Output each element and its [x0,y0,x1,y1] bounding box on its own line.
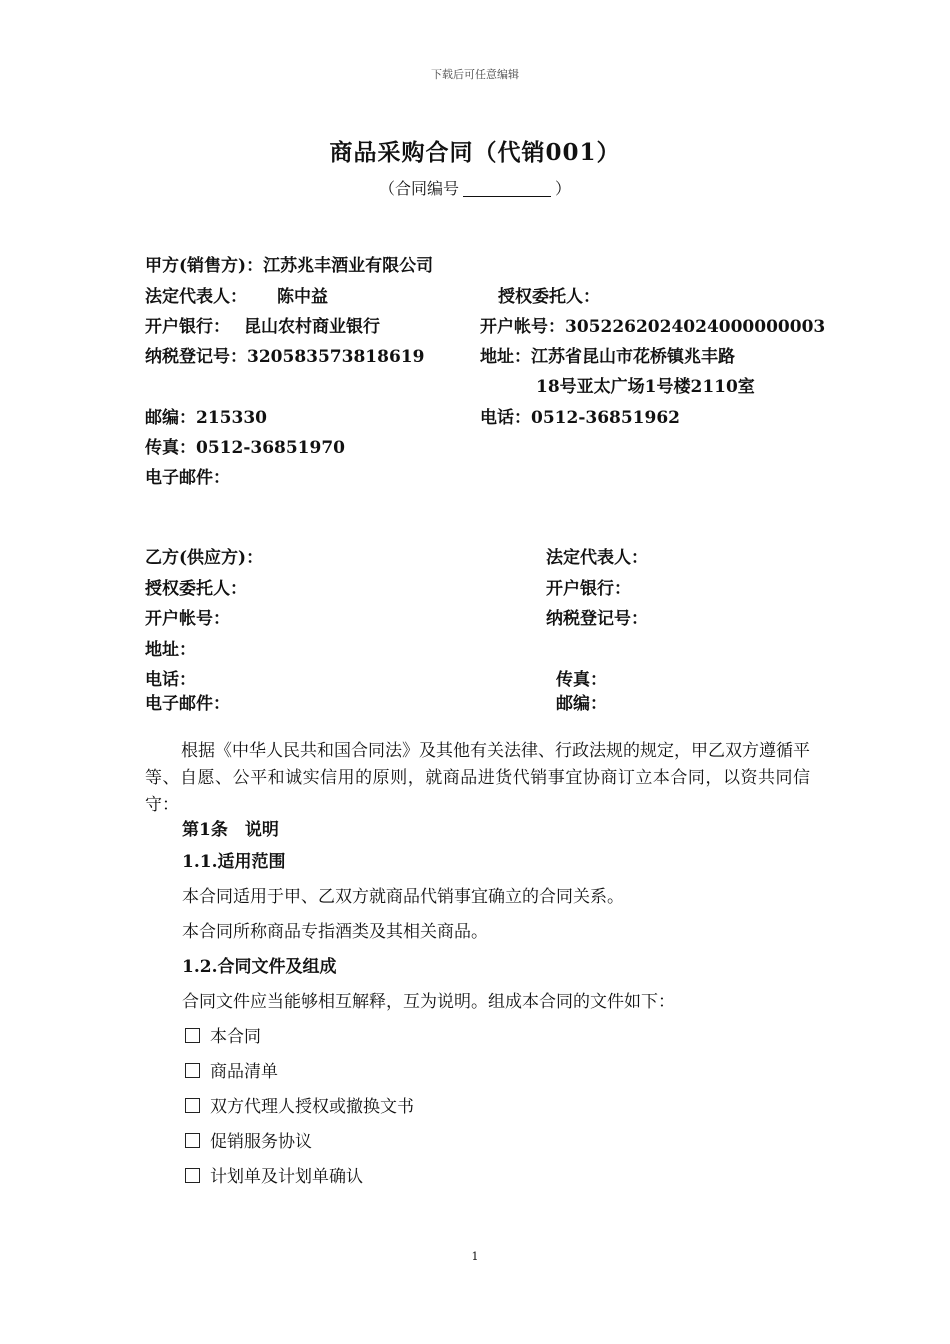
party-a-fax-label: 传真： [145,438,196,458]
party-a-account-label: 开户帐号： [480,317,565,337]
party-a-phone-value: 0512-36851962 [531,408,680,428]
checkbox-icon[interactable] [185,1168,200,1183]
document-item-label: 本合同 [210,1027,261,1047]
party-a-tax-value: 320583573818619 [247,347,425,367]
party-b-name-label: 乙方(供应方)： [145,548,264,568]
checkbox-icon[interactable] [185,1028,200,1043]
party-a-phone-row [480,403,680,428]
party-a-name-row [145,251,433,276]
article-1-heading: 第1条 说明 [182,820,279,840]
section-1-2-heading: 1.2.合同文件及组成 [182,957,337,977]
party-a-agent-label: 授权委托人： [498,287,600,307]
party-b-bank-label: 开户银行： [546,579,631,599]
party-a-bank-label: 开户银行： [145,317,230,337]
party-b-email-label: 电子邮件： [145,694,230,714]
contract-number-suffix: ） [555,179,572,198]
party-a-email-label: 电子邮件： [145,468,230,488]
party-a-fax-row [145,433,345,458]
party-a-address-line2: 18号亚太广场1号楼2110室 [536,377,755,397]
party-a-postcode-row [145,403,267,428]
party-a-tax-row [145,342,424,367]
section-1-1-paragraph-1: 本合同适用于甲、乙双方就商品代销事宜确立的合同关系。 [182,887,624,907]
document-list-item [185,1022,261,1047]
party-a-name-value: 江苏兆丰酒业有限公司 [263,256,434,276]
checkbox-icon[interactable] [185,1098,200,1113]
party-b-account-label: 开户帐号： [145,609,230,629]
party-a-postcode-label: 邮编： [145,408,196,428]
checkbox-icon[interactable] [185,1133,200,1148]
party-a-fax-value: 0512-36851970 [196,438,345,458]
party-b-fax-label: 传真： [556,670,607,690]
party-b-rep-label: 法定代表人： [546,548,648,568]
contract-number-line [0,176,950,199]
party-a-bank-row [145,312,380,337]
party-a-rep-row [145,282,328,307]
checkbox-icon[interactable] [185,1063,200,1078]
party-b-tax-label: 纳税登记号： [546,609,648,629]
section-1-2-paragraph-1: 合同文件应当能够相互解释，互为说明。组成本合同的文件如下： [182,992,675,1012]
party-a-phone-label: 电话： [480,408,531,428]
party-a-name-label: 甲方(销售方)： [145,256,264,276]
document-item-label: 计划单及计划单确认 [210,1167,363,1187]
contract-number-prefix: （合同编号 [378,179,459,198]
section-1-1-paragraph-2: 本合同所称商品专指酒类及其相关商品。 [182,922,488,942]
document-item-label: 商品清单 [210,1062,278,1082]
party-a-account-row [480,312,825,337]
party-b-phone-label: 电话： [145,670,196,690]
party-a-tax-label: 纳税登记号： [145,347,247,367]
document-item-label: 双方代理人授权或撤换文书 [210,1097,414,1117]
document-item-label: 促销服务协议 [210,1132,312,1152]
header-note: 下载后可任意编辑 [431,68,519,81]
party-a-rep-value: 陈中益 [277,287,328,307]
party-a-address-line1: 江苏省昆山市花桥镇兆丰路 [531,347,735,367]
document-list-item [185,1092,414,1117]
document-list-item [185,1127,312,1152]
contract-title: 商品采购合同（代销001） [329,139,621,166]
document-list-item [185,1057,278,1082]
section-1-1-heading: 1.1.适用范围 [182,852,286,872]
page-number: 1 [471,1250,479,1263]
document-list-item [185,1162,363,1187]
intro-paragraph: 根据《中华人民共和国合同法》及其他有关法律、行政法规的规定，甲乙双方遵循平等、自愿、公平和诚实信用的原则，就商品进货代销事宜协商订立本合同，以资共同信守： [145,741,810,815]
party-b-agent-label: 授权委托人： [145,579,247,599]
party-b-address-label: 地址： [145,640,196,660]
party-a-address-row [480,342,735,367]
party-a-address-label: 地址： [480,347,531,367]
party-a-rep-label: 法定代表人： [145,287,247,307]
party-b-postcode-label: 邮编： [556,694,607,714]
contract-number-blank [463,180,551,197]
party-a-postcode-value: 215330 [196,408,267,428]
party-a-account-value: 3052262024024000000003 [565,317,826,337]
party-a-bank-value: 昆山农村商业银行 [244,317,380,337]
